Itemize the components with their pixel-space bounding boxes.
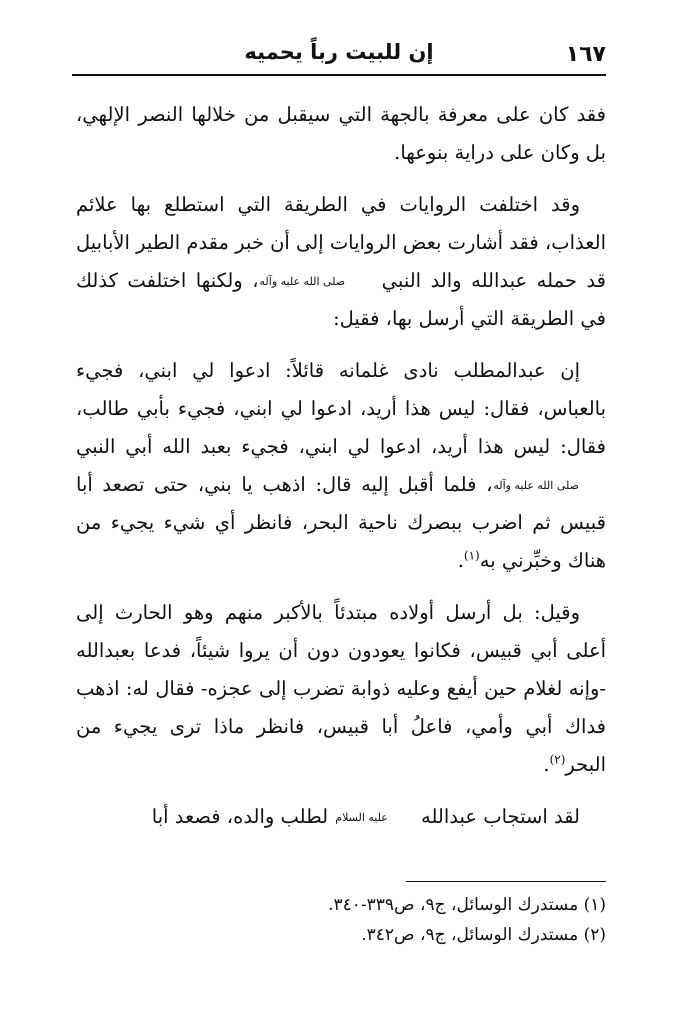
paragraph [76, 352, 606, 580]
honorific-ligature: عليه السلام [335, 810, 388, 824]
paragraph [76, 186, 606, 338]
page-number: ١٦٧ [565, 42, 606, 67]
body-text [76, 96, 606, 850]
paragraph-text: وقد اختلفت الروايات في الطريقة التي استطلع بها علائم العذاب، فقد أشارت بعض الروايات إلى أن خبر مقدم الطير الأبابيل قد حمله عبدالله والد النبي [75, 193, 606, 292]
paragraph-text: فقد كان على معرفة بالجهة التي سيقبل من خلالها النصر الإلهي، بل وكان على دراية بنوعها. [76, 103, 606, 164]
footnote: (١) مستدرك الوسائل، ج٩، ص٣٣٩-٣٤٠. [328, 895, 606, 915]
paragraph [76, 594, 606, 784]
paragraph-text: ، ولكنها اختلفت كذلك في الطريقة التي أرسل بها، فقيل: [76, 269, 606, 330]
footnote-rule [406, 881, 606, 882]
paragraph-text: وقيل: بل أرسل أولاده مبتدئاً بالأكبر منهم وهو الحارث إلى أعلى أبي قبيس، فكانوا يعودون دون أن يروا شيئاً، فدعا بعبدالله -وإنه لغلام حين أيفع وعليه ذوابة تضرب إلى عجزه- فقال له: اذهب فداك أبي وأمي، فاعلُ أبا قبيس، فانظر ماذا ترى يجيء من البحر [76, 601, 606, 776]
paragraph [76, 96, 606, 172]
honorific-ligature: صلى الله عليه وآله [259, 274, 346, 288]
paragraph-text: . [457, 549, 464, 572]
footnotes [76, 890, 606, 950]
paragraph-text: لطلب والده، فصعد أبا [151, 805, 335, 828]
page-header [72, 40, 606, 74]
paragraph-text: . [543, 753, 550, 776]
honorific-ligature: صلى الله عليه وآله [493, 478, 579, 492]
paragraph-text: لقد استجاب عبدالله [414, 805, 580, 828]
paragraph [76, 798, 606, 836]
footnote-reference: (٢) [549, 752, 566, 767]
footnote: (٢) مستدرك الوسائل، ج٩، ص٣٤٢. [361, 925, 606, 945]
running-title: إن للبيت رباً يحميه [244, 40, 434, 64]
header-rule [72, 74, 606, 76]
footnote-reference: (١) [463, 548, 480, 563]
paragraph-text: ، فلما أقبل إليه قال: اذهب يا بني، حتى تصعد أبا قبيس ثم اضرب ببصرك ناحية البحر، فانظر أي شيء يجيء من هناك وخبِّرني به [76, 473, 606, 572]
paragraph-text: إن عبدالمطلب نادى غلمانه قائلاً: ادعوا لي ابني، فجيء بالعباس، فقال: ليس هذا أريد، ادعوا لي ابني، فجيء بأبي طالب، فقال: ليس هذا أريد، ادعوا لي ابني، فجيء بعبد الله أبي النبي [76, 359, 606, 458]
